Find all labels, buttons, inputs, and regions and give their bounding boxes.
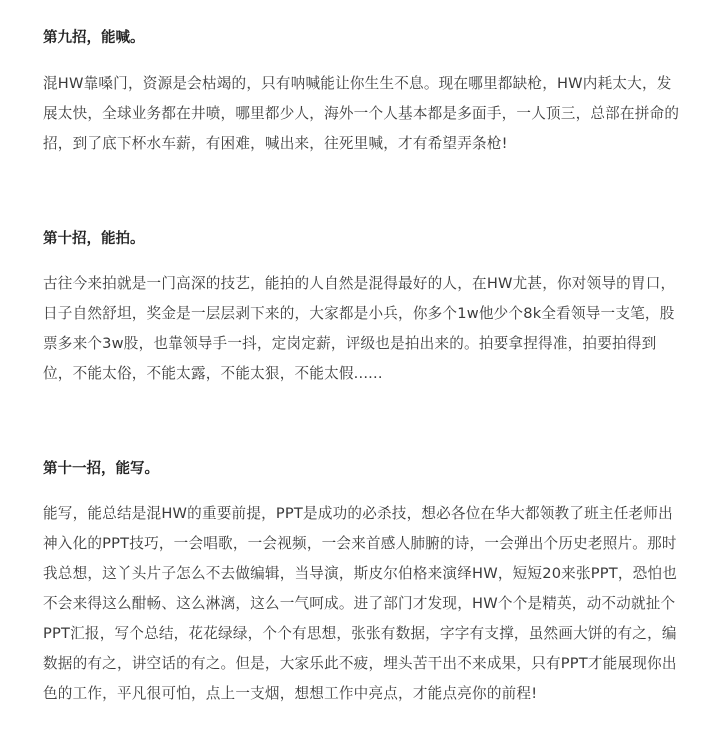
section-11 (43, 459, 693, 709)
paragraph-line: 色的工作，平凡很可怕，点上一支烟，想想工作中亮点，才能点亮你的前程! (43, 685, 538, 702)
section-heading: 第九招，能喊。 (43, 30, 145, 46)
paragraph-line: 神入化的PPT技巧，一会唱歌，一会视频，一会来首感人肺腑的诗，一会弹出个历史老照片。那时 (43, 535, 677, 552)
section-heading: 第十招，能拍。 (43, 231, 145, 247)
paragraph-line: 招，到了底下杯水车薪，有困难，喊出来，往死里喊，才有希望弄条枪! (43, 135, 508, 152)
paragraph-line: PPT汇报，写个总结，花花绿绿，个个有思想，张张有数据，字字有支撑，虽然画大饼的有之，编 (43, 625, 677, 642)
paragraph-line: 日子自然舒坦，奖金是一层层剥下来的，大家都是小兵，你多个1w他少个8k全看领导一支笔，股 (43, 305, 675, 322)
paragraph-line: 古往今来拍就是一门高深的技艺，能拍的人自然是混得最好的人，在HW尤甚，你对领导的胃口， (43, 275, 676, 292)
paragraph-line: 不会来得这么酣畅、这么淋漓，这么一气呵成。进了部门才发现，HW个个是精英，动不动就扯个 (43, 595, 676, 612)
paragraph-line: 数据的有之，讲空话的有之。但是，大家乐此不疲，埋头苦干出不来成果，只有PPT才能展现你出 (43, 655, 677, 672)
paragraph-line: 我总想，这丫头片子怎么不去做编辑，当导演，斯皮尔伯格来演绎HW，短短20来张PPT，恐怕也 (43, 565, 678, 582)
section-paragraph (43, 69, 693, 159)
paragraph-line: 票多来个3w股，也靠领导手一抖，定岗定薪，评级也是拍出来的。拍要拿捏得准，拍要拍得到 (43, 335, 657, 352)
paragraph-line: 展太快，全球业务都在井喷，哪里都少人，海外一个人基本都是多面手，一人顶三，总部在拼命的 (43, 105, 680, 122)
section-9 (43, 28, 693, 159)
section-paragraph (43, 269, 693, 389)
section-10 (43, 229, 693, 389)
section-heading: 第十一招，能写。 (43, 461, 159, 477)
paragraph-line: 混HW靠嗓门，资源是会枯竭的，只有呐喊能让你生生不息。现在哪里都缺枪，HW内耗太大，发 (43, 75, 672, 92)
section-paragraph (43, 499, 693, 709)
paragraph-line: 能写，能总结是混HW的重要前提，PPT是成功的必杀技，想必各位在华大都领教了班主任老师出 (43, 505, 673, 522)
paragraph-line: 位，不能太俗，不能太露，不能太狠，不能太假...... (43, 365, 383, 382)
